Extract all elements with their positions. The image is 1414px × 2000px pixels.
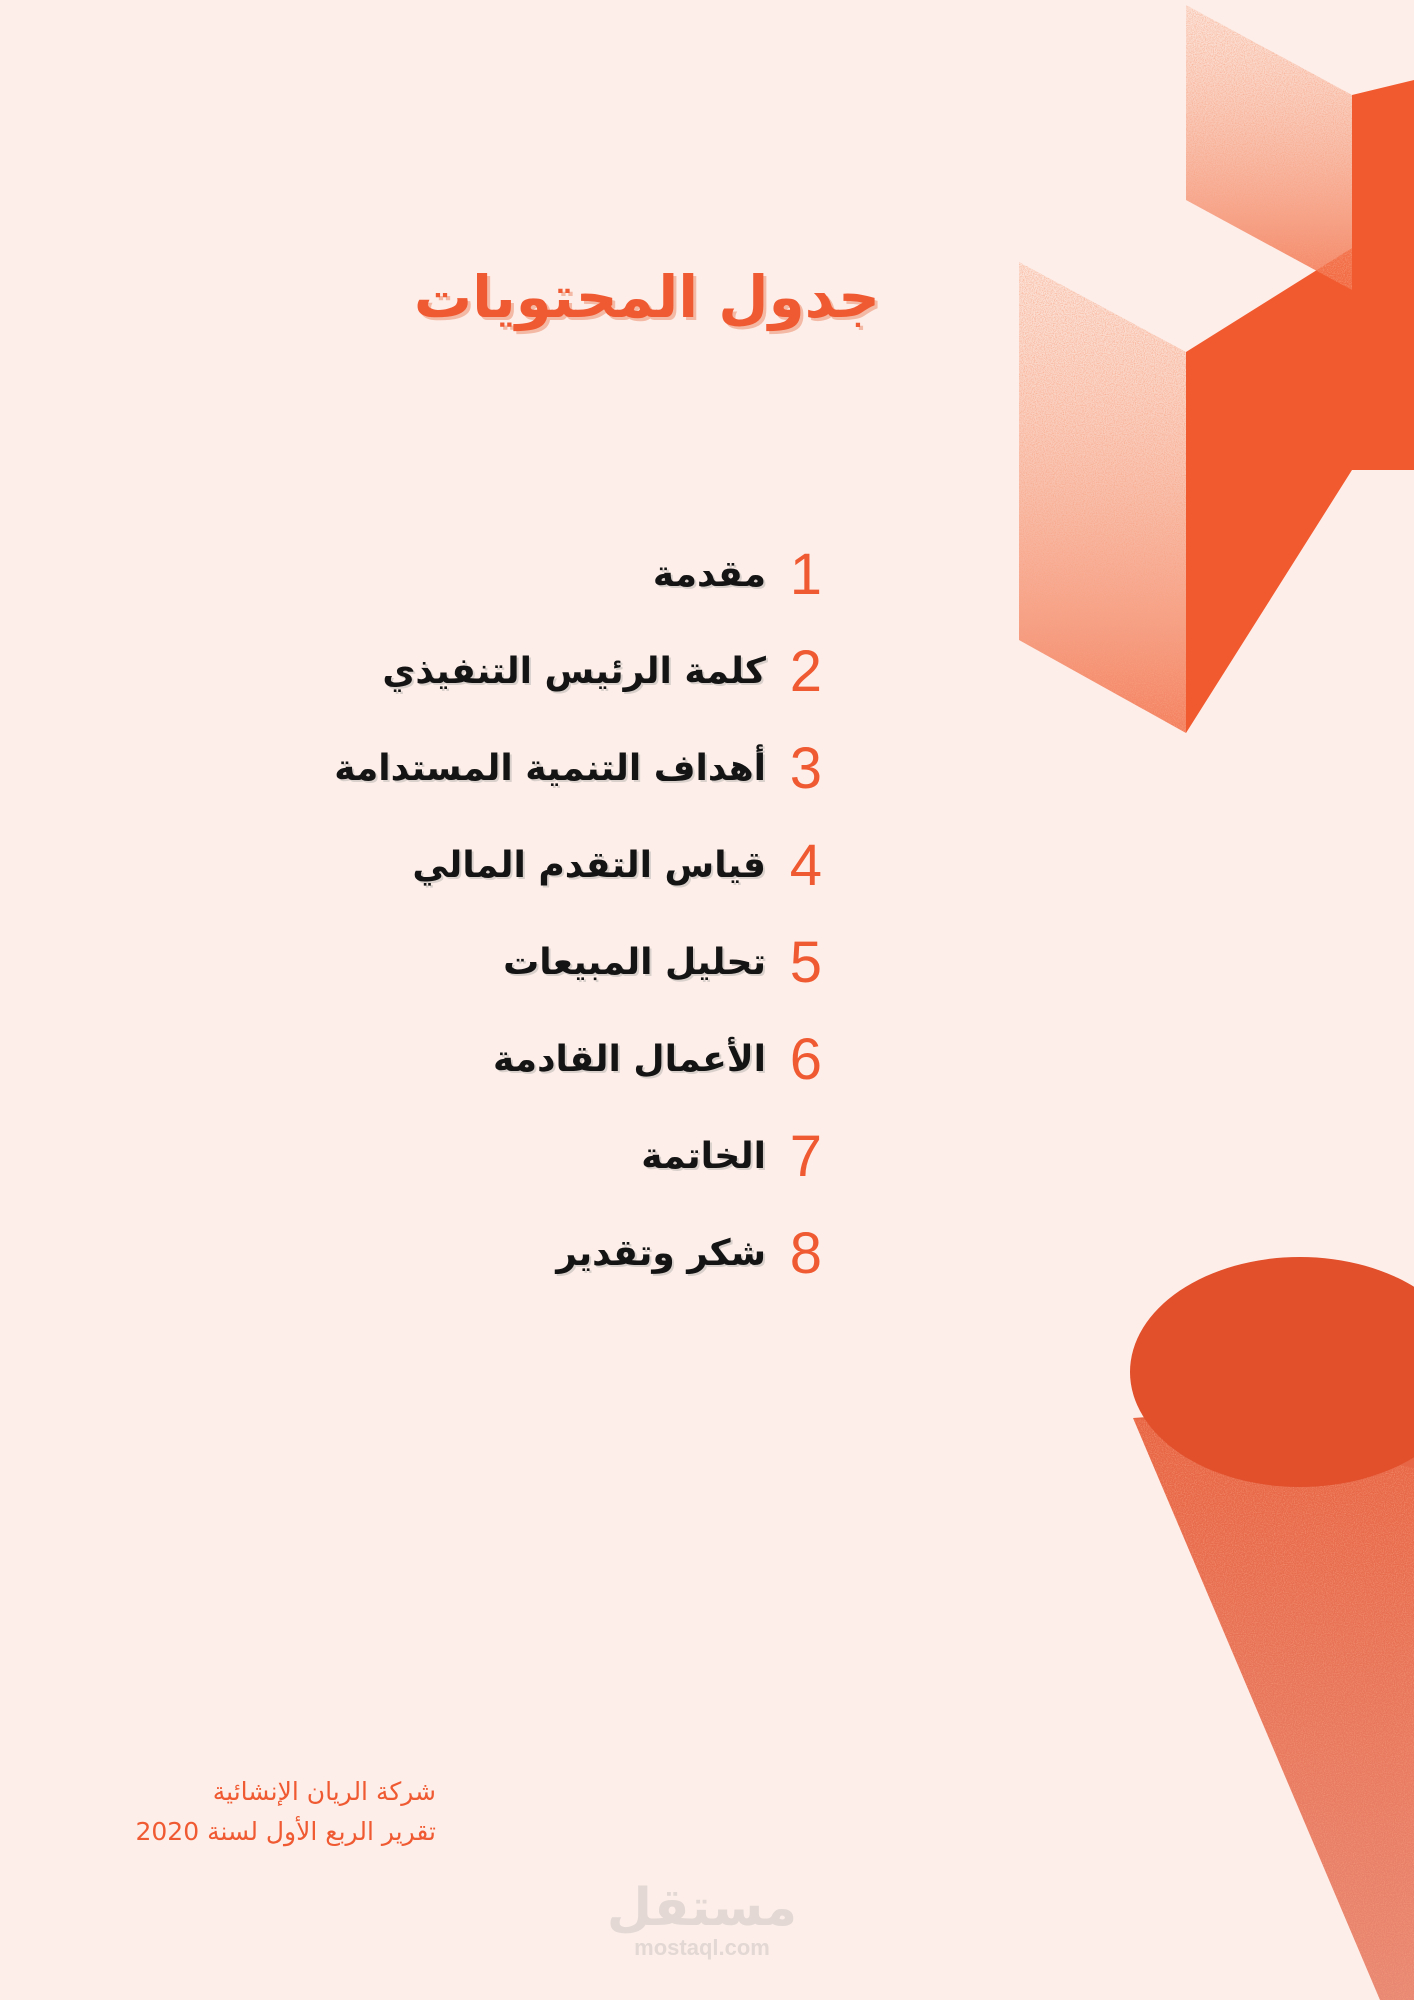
company-name: شركة الريان الإنشائية <box>212 1777 436 1806</box>
watermark <box>602 1880 802 1960</box>
footer <box>136 1772 437 1852</box>
toc-item-number: 4 <box>789 833 822 898</box>
toc-item-number: 3 <box>789 736 822 801</box>
report-title: تقرير الربع الأول لسنة 2020 <box>135 1817 436 1846</box>
toc-item-label: الأعمال القادمة <box>492 1039 766 1080</box>
toc-item-label: مقدمة <box>652 554 766 595</box>
toc-item-label: الخاتمة <box>641 1136 766 1177</box>
toc-item-number: 7 <box>789 1124 822 1189</box>
watermark-logo: مستقل <box>606 1878 798 1938</box>
table-of-contents <box>0 530 1414 1286</box>
toc-item-number: 8 <box>789 1221 822 1286</box>
toc-item[interactable] <box>0 1209 1414 1299</box>
cone-shape <box>1130 1257 1414 2000</box>
toc-item-label: كلمة الرئيس التنفيذي <box>382 651 766 692</box>
toc-item[interactable] <box>0 530 1414 620</box>
toc-item[interactable] <box>0 724 1414 814</box>
toc-item-label: قياس التقدم المالي <box>412 845 766 886</box>
toc-item[interactable] <box>0 1112 1414 1202</box>
toc-item-number: 5 <box>789 930 822 995</box>
toc-item-label: أهداف التنمية المستدامة <box>334 748 766 789</box>
toc-item[interactable] <box>0 918 1414 1008</box>
toc-item[interactable] <box>0 627 1414 717</box>
toc-item[interactable] <box>0 821 1414 911</box>
toc-item-number: 1 <box>789 542 822 607</box>
toc-item-number: 6 <box>789 1027 822 1092</box>
watermark-url: mostaql.com <box>634 1935 770 1960</box>
toc-item-number: 2 <box>789 639 822 704</box>
toc-item-label: شكر وتقدير <box>556 1233 766 1274</box>
toc-item[interactable] <box>0 1015 1414 1105</box>
toc-item-label: تحليل المبيعات <box>503 942 766 983</box>
page-title: جدول المحتويات <box>413 263 880 331</box>
